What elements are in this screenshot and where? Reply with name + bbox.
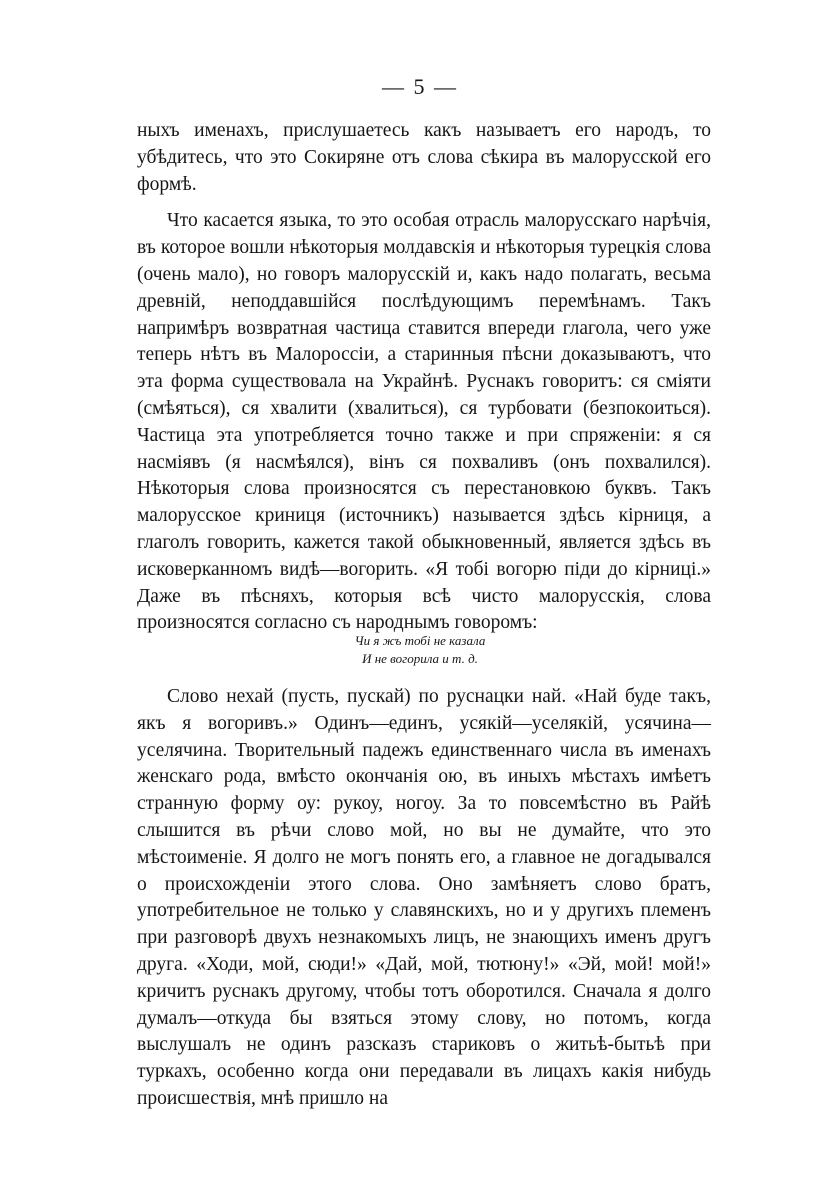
verse-line: Чи я жъ тобi не казала — [354, 633, 486, 648]
text-block-bottom — [137, 684, 711, 1113]
page-number: — 5 — — [382, 74, 458, 99]
text-block-top — [137, 118, 711, 637]
paragraph: Слово нехай (пусть, пускай) по руснацки най. «Най буде такъ, якъ я вогоривъ.» Одинъ—единъ, усякiй—уселякiй, усячина—уселячина. Творительный падежъ единственнаго числа въ именахъ женскаго рода, вмѣсто окончанія ою, въ иныхъ мѣстахъ имѣетъ странную форму оу: рукоу, ногоу. За то повсемѣстно въ Райѣ слышится въ рѣчи слово мой, но вы не думайте, что это мѣстоименіе. Я долго не могъ понять его, а главное не догадывался о происхожденіи этого слова. Оно замѣняетъ слово братъ, употребительное не только у славянскихъ, но и у другихъ племенъ при разговорѣ двухъ незнакомыхъ лицъ, не знающихъ именъ другъ друга. «Ходи, мой, сюди!» «Дай, мой, тютюну!» «Эй, мой! мой!» кричитъ руснакъ другому, чтобы тотъ оборотился. Сначала я долго думалъ—откуда бы взяться этому слову, но потомъ, когда выслушалъ не одинъ разсказъ стариковъ о житьѣ-бытьѣ при туркахъ, особенно когда они передавали въ лицахъ какія нибудь происшествія, мнѣ пришло на — [137, 686, 711, 1109]
verse-line: И не вогорила и т. д. — [362, 651, 478, 666]
paragraph: ныхъ именахъ, прислушаетесь какъ называетъ его народъ, то убѣдитесь, что это Сокиряне отъ слова сѣкира въ малорусской его формѣ. — [137, 120, 711, 195]
verse-quote — [0, 632, 840, 668]
paragraph: Что касается языка, то это особая отрасль малорусскаго нарѣчія, въ которое вошли нѣкоторыя молдавскія и нѣкоторыя турецкія слова (очень мало), но говоръ малорусскій и, какъ надо полагать, весьма древній, неподдавшійся послѣдующимъ перемѣнамъ. Такъ напримѣръ возвратная частица ставится впереди глагола, чего уже теперь нѣтъ въ Малороссіи, а старинныя пѣсни доказываютъ, что эта форма существовала на Украйнѣ. Руснакъ говоритъ: ся смiяти (смѣяться), ся хвалити (хвалиться), ся турбовати (безпокоиться). Частица эта употребляется точно также и при спряженiи: я ся насмiявъ (я насмѣялся), вiнъ ся похваливъ (онъ похвалился). Нѣкоторыя слова произносятся съ перестановкою буквъ. Такъ малорусское криниця (источникъ) называется здѣсь кiрниця, а глаголъ говорить, кажется такой обыкновенный, является здѣсь въ исковерканномъ видѣ—вогорить. «Я тобi вогорю пiди до кiрницi.» Даже въ пѣсняхъ, которыя всѣ чисто малорусскія, слова произносятся согласно съ народнымъ говоромъ: — [137, 210, 711, 634]
